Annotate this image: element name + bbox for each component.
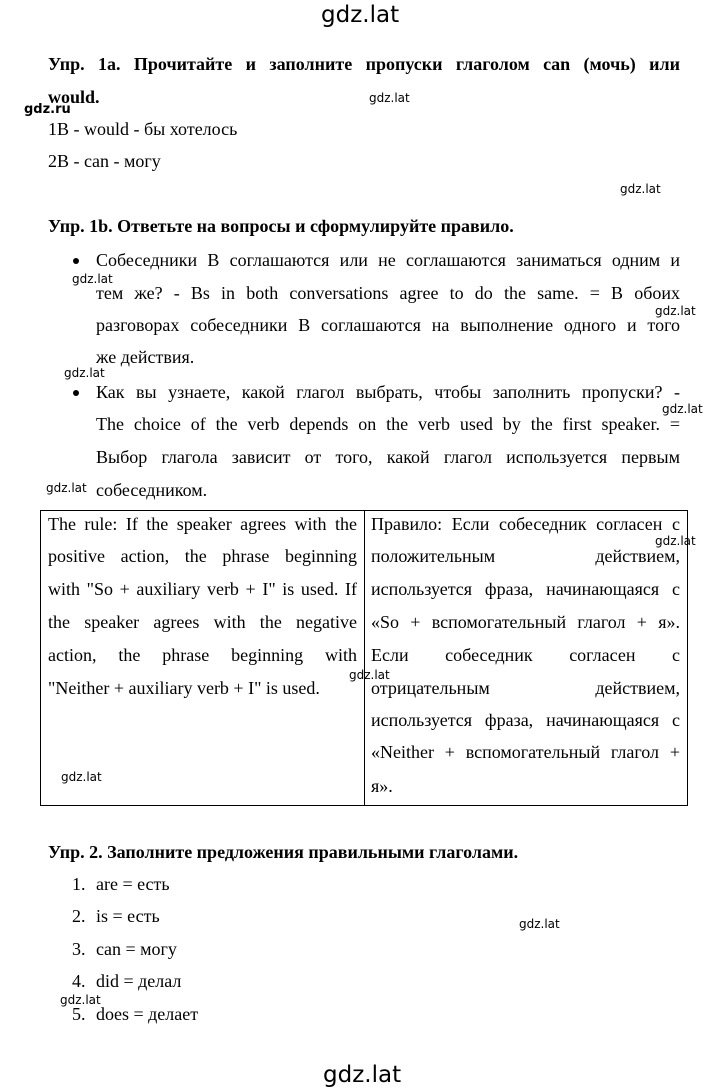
ex1a-answer-2: 2B - can - могу bbox=[48, 151, 161, 171]
rule-russian-line: отрицательным действием, bbox=[371, 678, 680, 698]
ex2-item-text: can = могу bbox=[96, 939, 177, 959]
ex1a-heading-line2: would. bbox=[48, 87, 100, 107]
rule-english-line: action, the phrase beginning with bbox=[48, 645, 357, 665]
watermark-site: gdz.ru bbox=[24, 102, 71, 117]
ex1b-bullet2-line2: The choice of the verb depends on the verb used by the first speaker. = bbox=[96, 414, 680, 434]
rule-table bbox=[40, 510, 688, 806]
watermark-small: gdz.lat bbox=[519, 917, 560, 931]
ex1b-bullet1-line1: Собеседники В соглашаются или не соглашаются заниматься одним и bbox=[96, 250, 680, 270]
ex1b-bullet1-line2: тем же? - Bs in both conversations agree to do the same. = В обоих bbox=[96, 283, 680, 303]
ex2-item-text: are = есть bbox=[96, 874, 170, 894]
watermark-small: gdz.lat bbox=[662, 402, 703, 416]
rule-russian-line: используется фраза, начинающаяся с bbox=[371, 579, 680, 599]
bullet-icon bbox=[73, 258, 79, 264]
ex1a-heading-line1: Упр. 1а. Прочитайте и заполните пропуски глаголом can (мочь) или bbox=[48, 54, 680, 74]
watermark-small: gdz.lat bbox=[655, 304, 696, 318]
ex2-item-text: is = есть bbox=[96, 906, 160, 926]
watermark-small: gdz.lat bbox=[64, 366, 105, 380]
rule-russian-line: используется фраза, начинающаяся с bbox=[371, 710, 680, 730]
watermark-small: gdz.lat bbox=[655, 534, 696, 548]
rule-russian-line: я». bbox=[371, 776, 393, 796]
watermark-top: gdz.lat bbox=[321, 2, 400, 28]
ex1b-bullet2-line1: Как вы узнаете, какой глагол выбрать, чтобы заполнить пропуски? - bbox=[96, 382, 680, 402]
rule-english-line: "Neither + auxiliary verb + I" is used. bbox=[48, 678, 320, 698]
watermark-small: gdz.lat bbox=[349, 668, 390, 682]
watermark-small: gdz.lat bbox=[61, 770, 102, 784]
ex2-item-number: 5. bbox=[72, 1004, 86, 1024]
watermark-bottom: gdz.lat bbox=[323, 1062, 402, 1088]
rule-english-cell bbox=[41, 511, 365, 806]
rule-russian-cell bbox=[365, 511, 688, 806]
ex2-item-number: 2. bbox=[72, 906, 86, 926]
watermark-small: gdz.lat bbox=[60, 993, 101, 1007]
watermark-small: gdz.lat bbox=[46, 481, 87, 495]
bullet-icon bbox=[73, 390, 79, 396]
rule-russian-line: положительным действием, bbox=[371, 546, 680, 566]
rule-english-line: with "So + auxiliary verb + I" is used. If bbox=[48, 579, 357, 599]
ex2-heading: Упр. 2. Заполните предложения правильными глаголами. bbox=[48, 842, 519, 862]
ex2-item-number: 4. bbox=[72, 971, 86, 991]
ex2-item-text: does = делает bbox=[96, 1004, 199, 1024]
ex1b-bullet1-line4: же действия. bbox=[96, 347, 195, 367]
rule-russian-line: Правило: Если собеседник согласен с bbox=[371, 514, 680, 534]
rule-english-line: positive action, the phrase beginning bbox=[48, 546, 357, 566]
rule-russian-line: Если собеседник согласен с bbox=[371, 645, 680, 665]
watermark-small: gdz.lat bbox=[72, 272, 113, 286]
ex1b-bullet2-line4: собеседником. bbox=[96, 480, 208, 500]
watermark-small: gdz.lat bbox=[369, 91, 410, 105]
watermark-small: gdz.lat bbox=[620, 182, 661, 196]
rule-russian-line: «Neither + вспомогательный глагол + bbox=[371, 742, 680, 762]
ex2-item-text: did = делал bbox=[96, 971, 182, 991]
ex2-item-number: 1. bbox=[72, 874, 86, 894]
ex1b-bullet1-line3: разговорах собеседники В соглашаются на выполнение одного и того bbox=[96, 315, 680, 335]
ex1b-heading: Упр. 1b. Ответьте на вопросы и сформулируйте правило. bbox=[48, 216, 514, 236]
ex1a-answer-1: 1B - would - бы хотелось bbox=[48, 119, 238, 139]
ex1b-bullet2-line3: Выбор глагола зависит от того, какой глагол используется первым bbox=[96, 447, 680, 467]
ex2-item-number: 3. bbox=[72, 939, 86, 959]
rule-english-line: the speaker agrees with the negative bbox=[48, 612, 357, 632]
rule-english-line: The rule: If the speaker agrees with the bbox=[48, 514, 357, 534]
rule-russian-line: «So + вспомогательный глагол + я». bbox=[371, 612, 680, 632]
